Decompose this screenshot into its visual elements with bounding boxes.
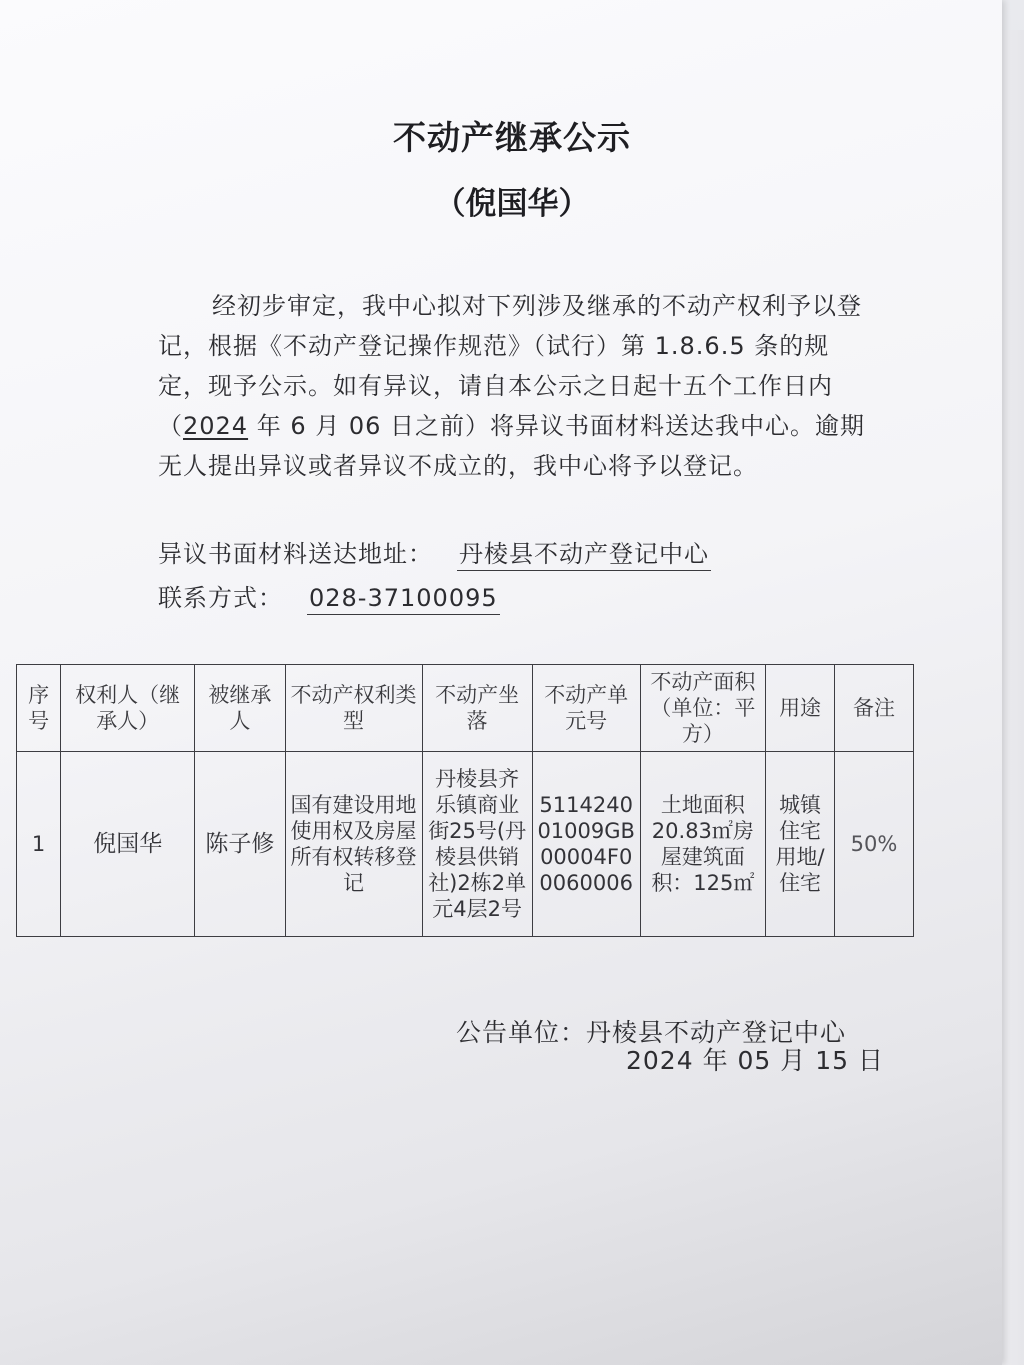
cell-index: 1 — [17, 752, 61, 937]
cell-rights-type: 国有建设用地使用权及房屋所有权转移登记 — [285, 752, 422, 937]
cell-decedent: 陈子修 — [195, 752, 285, 937]
header-usage: 用途 — [766, 665, 835, 752]
contact-label: 联系方式： — [158, 584, 283, 612]
header-decedent: 被继承人 — [195, 665, 285, 752]
address-line — [158, 534, 711, 569]
notice-subtitle: （倪国华） — [434, 186, 590, 222]
header-area: 不动产面积（单位：平方） — [640, 665, 766, 752]
cell-location: 丹棱县齐乐镇商业街25号(丹棱县供销社)2栋2单元4层2号 — [422, 752, 532, 937]
contact-value: 028-37100095 — [307, 584, 500, 615]
cell-area: 土地面积20.83㎡房屋建筑面积：125㎡ — [640, 752, 766, 937]
cell-unit-number: 511424001009GB00004F00060006 — [532, 752, 640, 937]
table-row — [17, 752, 914, 937]
property-table — [16, 664, 914, 937]
issuing-unit: 公告单位：丹棱县不动产登记中心 — [456, 1018, 847, 1047]
address-label: 异议书面材料送达地址： — [158, 540, 433, 568]
contact-line — [158, 578, 500, 613]
table-header-row — [17, 665, 914, 752]
cell-usage: 城镇住宅用地/住宅 — [766, 752, 835, 937]
header-location: 不动产坐落 — [422, 665, 532, 752]
header-unit-number: 不动产单元号 — [532, 665, 640, 752]
paragraph-part-2: 年 6 月 06 日之前）将异议书面材料送达我中心。逾期无人提出异议或者异议不成立的，我中心将予以登记。 — [158, 412, 866, 480]
header-rights-holder: 权利人（继承人） — [61, 665, 195, 752]
notice-paragraph — [158, 286, 868, 486]
issue-date: 2024 年 05 月 15 日 — [626, 1046, 884, 1075]
header-rights-type: 不动产权利类型 — [285, 665, 422, 752]
notice-title: 不动产继承公示 — [393, 118, 631, 157]
header-remarks: 备注 — [834, 665, 913, 752]
address-value: 丹棱县不动产登记中心 — [457, 540, 711, 571]
paragraph-part-1: 经初步审定，我中心拟对下列涉及继承的不动产权利予以登记，根据《不动产登记操作规范》（试行）第 1.8.6.5 条的规定，现予公示。如有异议，请自本公示之日起十五个工作日内（ — [158, 292, 862, 440]
cell-rights-holder: 倪国华 — [61, 752, 195, 937]
header-index: 序号 — [17, 665, 61, 752]
deadline-year: 2024 — [183, 412, 249, 440]
cell-remarks: 50% — [834, 752, 913, 937]
